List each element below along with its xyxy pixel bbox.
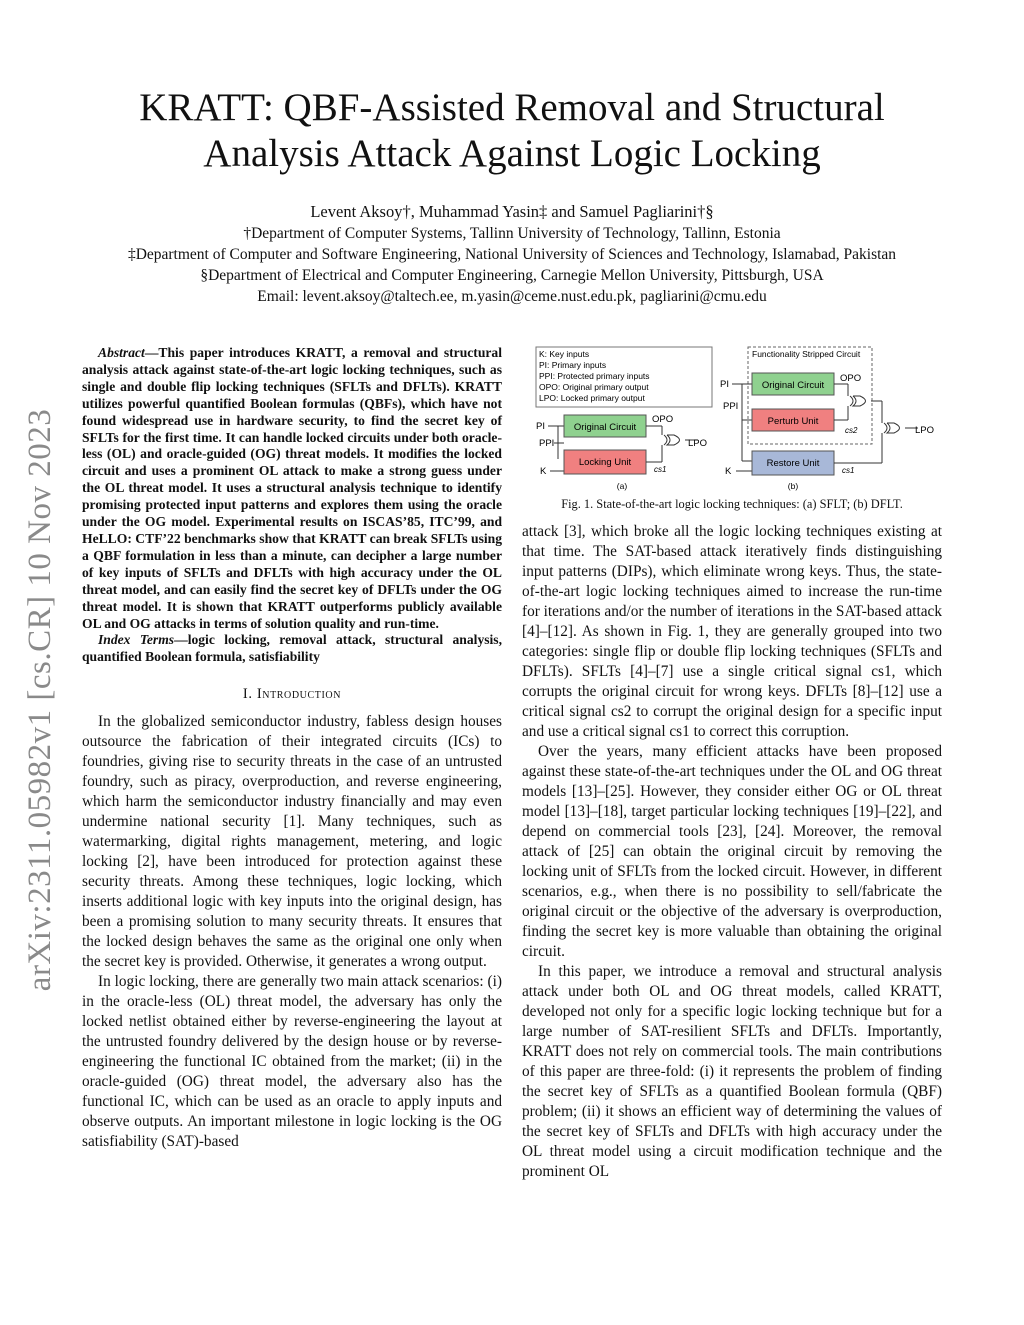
sflt-k-label: K (540, 466, 547, 477)
authors: Levent Aksoy†, Muhammad Yasin‡ and Samuel Pagliarini†§ (310, 202, 714, 221)
dflt-xor-gate-1 (850, 396, 866, 406)
sflt-pi-label: PI (536, 421, 545, 432)
dflt-ppi-label: PPI (723, 401, 739, 412)
index-terms-label: Index Terms (98, 632, 175, 648)
right-paragraph-3: In this paper, we introduce a removal and structural analysis attack under both OL and OG threat models, called KRATT, developed not only for a specific logic locking technique but for a large number of SAT-resilient SFLTs and DFLTs. Importantly, KRATT does not rely on commercial tools. The main contributions of this paper are three-fold: (i) it represents the problem of finding the secret key of SFLTs as a quantified Boolean formula (QBF) problem; (ii) it shows an efficient way of determining the values of the secret key of SFLTs and DFLTs with high accuracy under the OL threat model using a circuit modification technique and the prominent OL (522, 963, 942, 1180)
sflt-ppi-label: PPI (539, 438, 555, 449)
legend-k: K: Key inputs (539, 349, 590, 359)
sflt-cs1-label: cs1 (654, 465, 667, 474)
paper-title-line-2: Analysis Attack Against Logic Locking (203, 132, 821, 175)
legend-opo: OPO: Original primary output (539, 382, 649, 392)
dflt-xor-gate-2 (884, 423, 900, 433)
dflt-perturb-unit-label: Perturb Unit (767, 416, 819, 427)
figure-1-diagram (530, 343, 945, 493)
email-line: Email: levent.aksoy@taltech.ee, m.yasin@ceme.nust.edu.pk, pagliarini@cmu.edu (257, 288, 767, 305)
figure-1 (530, 343, 945, 493)
affiliation-2: ‡Department of Computer and Software Engineering, National University of Sciences and Technology, Islamabad, Pakistan (127, 246, 897, 263)
section-title: Introduction (256, 686, 342, 703)
intro-paragraph-2: In logic locking, there are generally two main attack scenarios: (i) in the oracle-less (OL) threat model, the adversary has only the locked netlist obtained either by reverse-engineering the layout at the untrusted foundry delivered by the design house or by reverse-engineering the functional IC obtained from the market; (ii) in the oracle-guided (OG) threat model, the adversary also has the functional IC, which can be used as an oracle to apply inputs and observe outputs. An important milestone in logic locking is the OG satisfiability (SAT)-based (82, 973, 502, 1151)
affiliation-1: †Department of Computer Systems, Tallinn University of Technology, Tallinn, Estonia (243, 225, 781, 242)
dflt-original-circuit-label: Original Circuit (761, 380, 825, 391)
abstract (82, 345, 502, 666)
dflt-restore-unit-label: Restore Unit (766, 458, 820, 469)
dflt-k-label: K (725, 466, 732, 477)
sflt-locking-unit-label: Locking Unit (578, 457, 632, 468)
legend-ppi: PPI: Protected primary inputs (539, 371, 650, 381)
dflt-cs1-label: cs1 (842, 466, 855, 475)
intro-paragraph-1: In the globalized semiconductor industry, fabless design houses outsource the fabrication of their integrated circuits (ICs) to foundries, giving rise to security threats in the case of an untrusted foundry, such as piracy, overproduction, and reverse engineering, which harm the semiconductor industry financially and may even undermine national security [1]. Many techniques, such as watermarking, digital rights management, metering, and logic locking [2], have been introduced for protection against these security threats. Among these techniques, logic locking, which inserts additional logic with key inputs into the original design, has been a promising solution to many security threats. It ensures that the locked design behaves the same as the original one only when the secret key is provided. Otherwise, it generates a wrong output. (82, 713, 502, 971)
index-terms-text: —logic locking, removal attack, structural analysis, quantified Boolean formula, satisfiability (82, 632, 502, 665)
dflt-pi-label: PI (720, 379, 729, 390)
dflt-cs2-label: cs2 (845, 426, 858, 435)
abstract-text: —This paper introduces KRATT, a removal and structural analysis attack against state-of-the-art logic locking techniques, such as single and double flip locking techniques (SFLTs and DFLTs). KRATT utilizes powerful quantified Boolean formulas (QBFs), which have not found widespread use in hardware security, to find the secret key of SFLTs for the first time. It can handle locked circuits under both oracle-less (OL) and oracle-guided (OG) threat models. It modifies the locked circuit and uses a prominent OL attack to make a strong guess under the OL threat model. It uses a structural analysis technique to identify promising protected input patterns and explores them using the oracle under the OG model. Experimental results on ISCAS’85, ITC’99, and HeLLO: CTF’22 benchmarks show that KRATT can break SFLTs using a QBF formulation in less than a minute, can decipher a large number of key inputs of SFLTs and DFLTs with high accuracy under the OL threat model, and can easily find the secret key of DFLTs under the OG threat model. It is shown that KRATT outperforms publicly available OL and OG attacks in terms of solution quality and run-time. (82, 345, 502, 631)
abstract-label: Abstract (98, 345, 145, 360)
paper-title-line-1: KRATT: QBF-Assisted Removal and Structural (139, 86, 885, 129)
sflt-lpo-label: LPO (688, 438, 708, 449)
dflt-opo-label: OPO (840, 373, 862, 384)
sflt-opo-label: OPO (652, 414, 674, 425)
right-paragraph-2: Over the years, many efficient attacks have been proposed against these state-of-the-art techniques under the OL and OG threat models [13]–[25]. However, they consider either OG or OL threat model [13]–[18], target particular locking techniques [19]–[22], and depend on commercial tools [23], [24]. Moreover, the removal attack of [25] can obtain the original circuit by removing the locking unit of SFLTs from the locked circuit. However, in different scenarios, e.g., when there is no possibility to sell/fabricate the original circuit or the objective of the adversary is overproduction, finding the secret key is more valuable than obtaining the original circuit. (522, 743, 942, 960)
right-paragraph-1: attack [3], which broke all the logic locking techniques existing at that time. The SAT-based attack iteratively finds distinguishing input patterns (DIPs), which eliminate wrong keys. Thus, the state-of-the-art logic locking techniques aimed to increase the run-time for iterations and/or the number of iterations in the SAT-based attack [4]–[12]. As shown in Fig. 1, they are generally grouped into two categories: single flip or double flip locking techniques (SFLTs and DFLTs). SFLTs [4]–[7] use a single critical signal cs1, which corrupts the original circuit for wrong keys. DFLTs [8]–[12] use a critical signal cs2 to corrupt the original design for a specific input and use a critical signal cs1 to correct this corruption. (522, 523, 942, 740)
subfigure-b-label: (b) (787, 481, 799, 491)
arxiv-identifier: arXiv:2311.05982v1 [cs.CR] 10 Nov 2023 (22, 408, 58, 992)
sflt-original-circuit-label: Original Circuit (573, 422, 637, 433)
section-number: I. (242, 686, 253, 703)
legend-lpo: LPO: Locked primary output (539, 393, 645, 403)
figure-1-caption: Fig. 1. State-of-the-art logic locking techniques: (a) SFLT; (b) DFLT. (561, 497, 903, 511)
affiliation-3: §Department of Electrical and Computer Engineering, Carnegie Mellon University, Pittsburgh, USA (200, 267, 824, 284)
right-column (522, 522, 942, 1182)
section-heading-introduction (82, 684, 502, 704)
dflt-lpo-label: LPO (915, 425, 935, 436)
sflt-xor-gate (664, 435, 680, 445)
left-column (82, 345, 502, 1152)
dflt-title: Functionality Stripped Circuit (752, 349, 861, 359)
legend-pi: PI: Primary inputs (539, 360, 607, 370)
subfigure-a-label: (a) (616, 481, 628, 491)
